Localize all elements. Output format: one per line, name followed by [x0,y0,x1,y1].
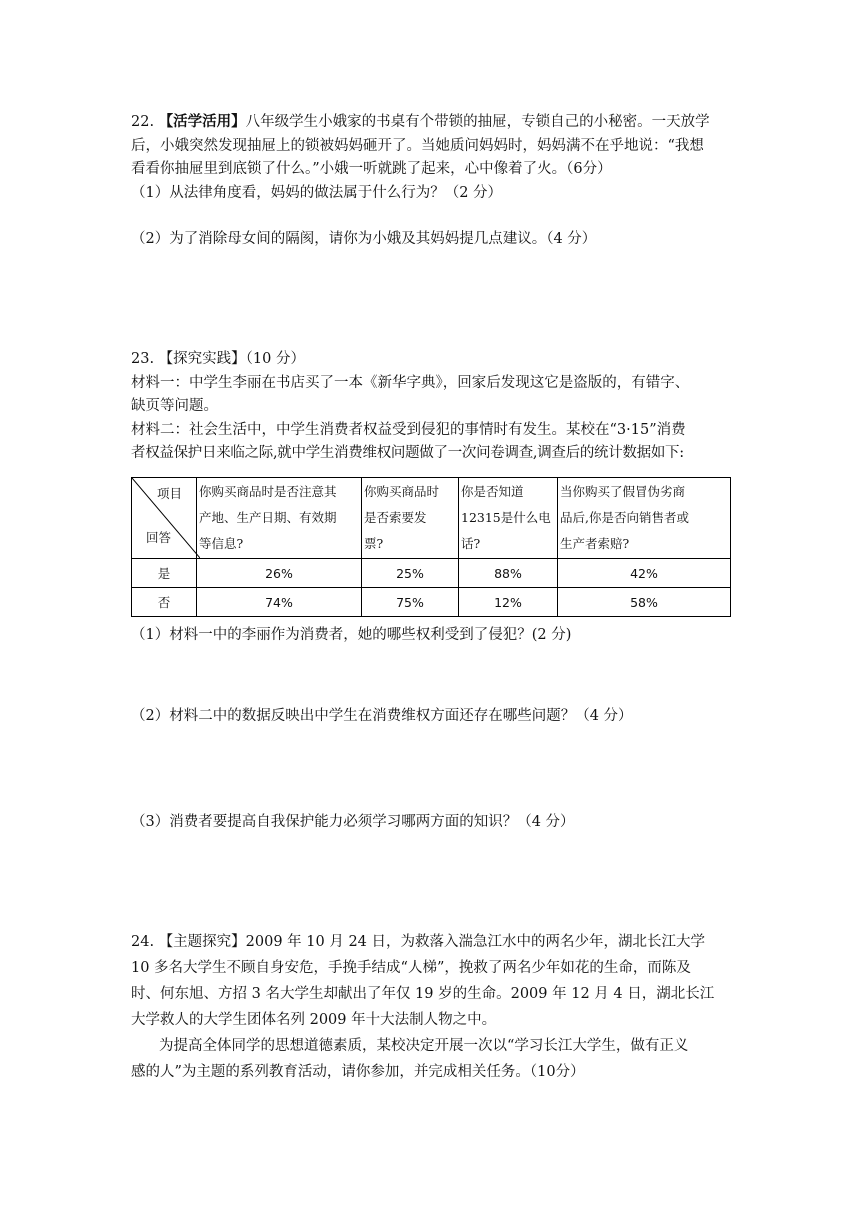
q24-line-4: 大学救人的大学生团体名列 2009 年十大法制人物之中。 [131,1012,497,1028]
q22-tag: 【活学活用】 [158,113,246,130]
q24-tag: 【主题探究】 [158,934,246,950]
q22-line-2: 后，小娥突然发现抽屉上的锁被妈妈砸开了。当她质问妈妈时，妈妈满不在乎地说：“我想 [131,137,704,154]
q22-line-3: 看看你抽屉里到底锁了什么。”小娥一听就跳了起来，心中像着了火。（6分） [131,161,612,177]
q3-line-3: 话? [461,536,481,551]
q3-line-2: 12315是什么电 [461,510,551,525]
survey-header-row [132,478,731,559]
q23-subquestion-3 [131,810,741,834]
q22-number: 22. [131,114,155,130]
cell-yes-1: 26% [197,559,362,588]
q24-text-1: 2009 年 10 月 24 日，为救落入湍急江水中的两名少年，湖北长江大学 [245,934,706,950]
cell-no-1: 74% [197,588,362,617]
corner-top-label: 项目 [156,486,182,501]
q23-heading: 23. 【探究实践】（10 分） [131,351,305,367]
q22-line-1 [131,110,741,134]
q23-subquestions [131,623,741,647]
q22-sub-2: （2）为了消除母女间的隔阂，请你为小娥及其妈妈提几点建议。（4 分） [131,231,597,247]
q23-sub-1: （1）材料一中的李丽作为消费者，她的哪些权利受到了侵犯？(2 分) [131,627,572,643]
q23-sub-2: （2）材料二中的数据反映出中学生在消费维权方面还存在哪些问题？（4 分） [131,708,633,724]
q24-line-1 [131,930,741,956]
question-24 [131,930,741,1086]
q1-line-1: 你购买商品时是否注意其 [199,484,337,499]
q4-line-3: 生产者索赔? [560,536,630,551]
cell-no-4: 58% [558,588,731,617]
cell-no-3: 12% [459,588,558,617]
q24-para2-line2: 感的人”为主题的系列教育活动，请你参加，并完成相关任务。（10分） [131,1064,585,1080]
q24-para2-line1: 为提高全体同学的思想道德素质，某校决定开展一次以“学习长江大学生，做有正义 [159,1038,689,1054]
cell-yes-3: 88% [459,559,558,588]
q22-text-1: 八年级学生小娥家的书桌有个带锁的抽屉，专锁自己的小秘密。一天放学 [245,114,710,130]
q23-material1-line2: 缺页等问题。 [131,398,218,414]
cell-yes-4: 42% [558,559,731,588]
q2-line-2: 是否索要发 [364,510,427,525]
survey-question-3 [459,478,558,559]
q2-line-1: 你购买商品时 [364,484,440,499]
cell-yes-2: 25% [362,559,459,588]
survey-corner-cell [132,478,197,559]
corner-bottom-label: 回答 [146,530,172,545]
question-23 [131,347,741,465]
q23-material2-line1: 材料二：社会生活中，中学生消费者权益受到侵犯的事情时有发生。某校在“3·15”消费 [131,421,686,438]
q24-line-2: 10 多名大学生不顾自身安危，手挽手结成“人梯”，挽救了两名少年如花的生命，而陈及 [131,960,691,976]
q23-subquestion-2 [131,704,741,728]
row-label-no: 否 [132,588,197,617]
survey-question-4 [558,478,731,559]
row-label-yes: 是 [132,559,197,588]
cell-no-2: 75% [362,588,459,617]
q1-line-2: 产地、生产日期、有效期 [199,510,337,525]
q23-sub-3: （3）消费者要提高自我保护能力必须学习哪两方面的知识？（4 分） [131,814,575,830]
survey-question-2 [362,478,459,559]
q23-material1-line1: 材料一：中学生李丽在书店买了一本《新华字典》，回家后发现这它是盗版的，有错字、 [131,374,690,391]
q22-sub-1: （1）从法律角度看，妈妈的做法属于什么行为？（2 分） [131,184,503,201]
question-22 [131,110,741,251]
q24-line-3: 时、何东旭、方招 3 名大学生却献出了年仅 19 岁的生命。2009 年 12 月 4 日，湖北长江 [131,986,715,1002]
survey-table [131,477,731,617]
survey-row-yes [132,559,731,588]
q23-material2-line2: 者权益保护日来临之际,就中学生消费维权问题做了一次问卷调查,调查后的统计数据如下: [131,445,684,461]
survey-question-1 [197,478,362,559]
survey-row-no [132,588,731,617]
q3-line-1: 你是否知道 [461,484,524,499]
q2-line-3: 票? [364,536,384,551]
q1-line-3: 等信息? [199,536,244,551]
q4-line-2: 品后,你是否向销售者或 [560,510,689,525]
q24-number: 24. [131,934,155,950]
q4-line-1: 当你购买了假冒伪劣商 [560,484,686,499]
